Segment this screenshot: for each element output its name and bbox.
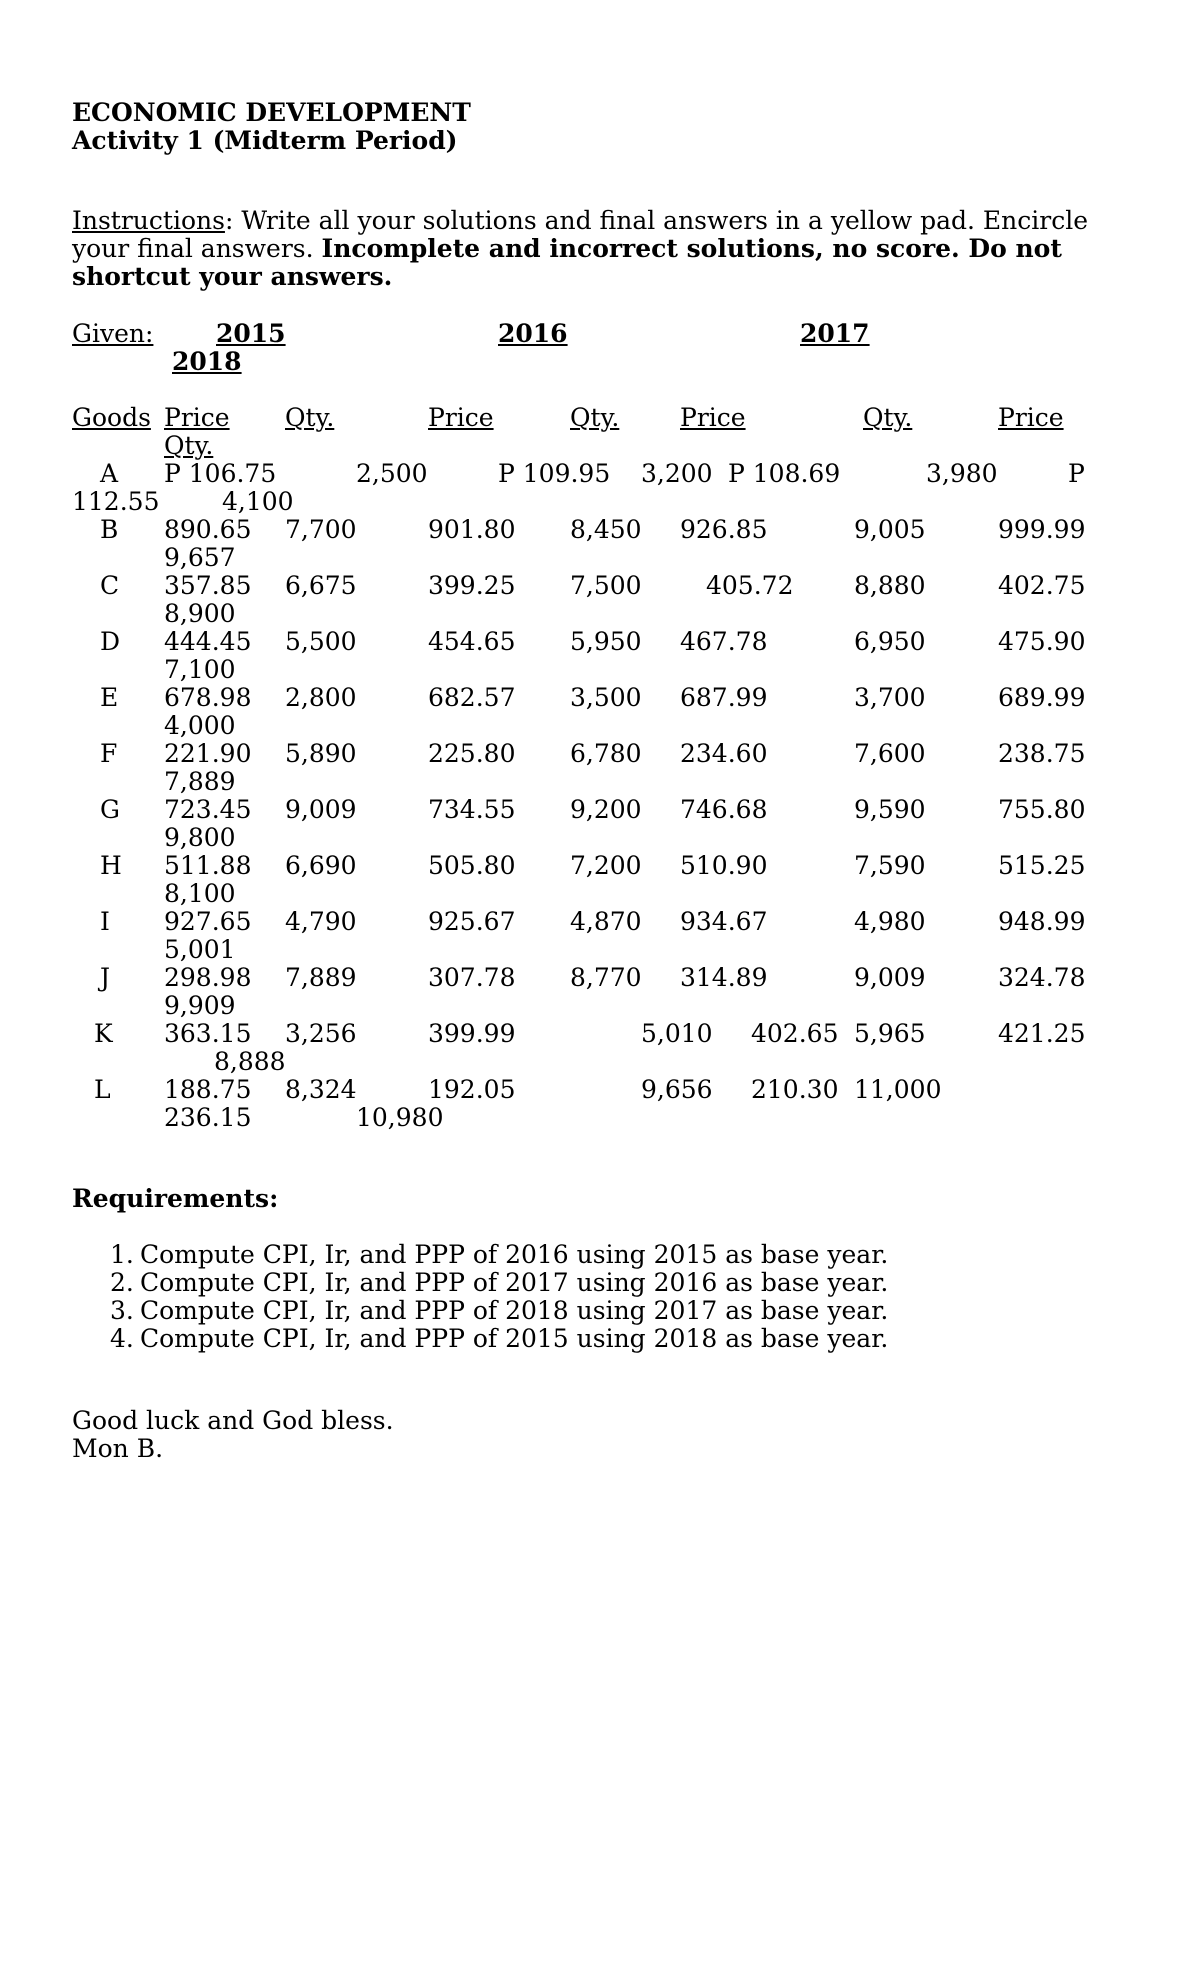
qty-2016: 4,870 — [570, 907, 642, 936]
price-2018: 402.75 — [998, 571, 1086, 600]
qty-2017: 3,980 — [926, 459, 998, 488]
header-qty-2015: Qty. — [285, 403, 335, 432]
good-label: E — [100, 683, 119, 712]
closing-line: Good luck and God bless. — [72, 1406, 394, 1435]
qty-2015: 9,009 — [285, 795, 357, 824]
price-2016: 399.25 — [428, 571, 516, 600]
instructions-label: Instructions — [72, 206, 225, 235]
qty-2016: 8,770 — [570, 963, 642, 992]
list-item: 2. Compute CPI, Ir, and PPP of 2017 using 2016 as base year. — [110, 1268, 889, 1297]
good-label: G — [100, 795, 120, 824]
qty-2015: 4,790 — [285, 907, 357, 936]
price-2018: 999.99 — [998, 515, 1086, 544]
price-2017: 210.30 — [751, 1075, 839, 1104]
qty-2016: 5,950 — [570, 627, 642, 656]
price-2017: 934.67 — [680, 907, 768, 936]
qty-2018: 7,100 — [164, 655, 236, 684]
instructions-paragraph — [72, 207, 1152, 291]
qty-2017: 9,009 — [854, 963, 926, 992]
price-2016: P 109.95 — [498, 459, 611, 488]
qty-2015: 6,690 — [285, 851, 357, 880]
qty-2018: 9,657 — [164, 543, 236, 572]
price-2018: 475.90 — [998, 627, 1086, 656]
good-label: B — [100, 515, 119, 544]
qty-2016: 7,500 — [570, 571, 642, 600]
qty-2016: 5,010 — [641, 1019, 713, 1048]
price-2015: 357.85 — [164, 571, 252, 600]
price-2016: 454.65 — [428, 627, 516, 656]
good-label: A — [100, 459, 119, 488]
price-2018: 238.75 — [998, 739, 1086, 768]
qty-2015: 6,675 — [285, 571, 357, 600]
qty-2015: 8,324 — [285, 1075, 357, 1104]
qty-2017: 4,980 — [854, 907, 926, 936]
header-qty-2018: Qty. — [164, 431, 214, 460]
qty-2016: 6,780 — [570, 739, 642, 768]
price-2017: 402.65 — [751, 1019, 839, 1048]
price-2016: 307.78 — [428, 963, 516, 992]
qty-2017: 9,005 — [854, 515, 926, 544]
year-2017: 2017 — [800, 319, 870, 348]
document-subtitle: Activity 1 (Midterm Period) — [72, 126, 458, 155]
qty-2017: 3,700 — [854, 683, 926, 712]
price-2018: 689.99 — [998, 683, 1086, 712]
header-price-2015: Price — [164, 403, 230, 432]
price-2015: 188.75 — [164, 1075, 252, 1104]
instructions-bold-text: Incomplete and incorrect solutions, no score. Do not shortcut your answers. — [72, 234, 1062, 291]
qty-2015: 7,700 — [285, 515, 357, 544]
price-2017: P 108.69 — [728, 459, 841, 488]
price-2015: 890.65 — [164, 515, 252, 544]
qty-2016: 9,200 — [570, 795, 642, 824]
price-2016: 225.80 — [428, 739, 516, 768]
year-2015: 2015 — [216, 319, 286, 348]
qty-2015: 2,500 — [356, 459, 428, 488]
qty-2017: 7,600 — [854, 739, 926, 768]
price-2018: 324.78 — [998, 963, 1086, 992]
list-item: 4. Compute CPI, Ir, and PPP of 2015 using 2018 as base year. — [110, 1324, 889, 1353]
qty-2017: 5,965 — [854, 1019, 926, 1048]
list-item: 1. Compute CPI, Ir, and PPP of 2016 using 2015 as base year. — [110, 1240, 889, 1269]
qty-2018: 9,909 — [164, 991, 236, 1020]
qty-2016: 7,200 — [570, 851, 642, 880]
price-2016: 901.80 — [428, 515, 516, 544]
qty-2015: 2,800 — [285, 683, 357, 712]
item-text: Compute CPI, Ir, and PPP of 2018 using 2017 as base year. — [140, 1296, 889, 1325]
good-label: H — [100, 851, 122, 880]
requirements-heading: Requirements: — [72, 1184, 279, 1213]
price-2017: 510.90 — [680, 851, 768, 880]
price-2015: 221.90 — [164, 739, 252, 768]
price-2016: 734.55 — [428, 795, 516, 824]
good-label: C — [100, 571, 120, 600]
good-label: J — [100, 963, 111, 992]
price-2018: 515.25 — [998, 851, 1086, 880]
year-2016: 2016 — [498, 319, 568, 348]
qty-2015: 7,889 — [285, 963, 357, 992]
qty-2018: 5,001 — [164, 935, 236, 964]
price-2015: 511.88 — [164, 851, 252, 880]
qty-2016: 8,450 — [570, 515, 642, 544]
good-label: K — [94, 1019, 113, 1048]
price-2016: 192.05 — [428, 1075, 516, 1104]
year-2018: 2018 — [172, 347, 242, 376]
item-text: Compute CPI, Ir, and PPP of 2016 using 2015 as base year. — [140, 1240, 889, 1269]
price-2016: 925.67 — [428, 907, 516, 936]
price-2016: 399.99 — [428, 1019, 516, 1048]
qty-2018: 4,000 — [164, 711, 236, 740]
header-goods: Goods — [72, 403, 151, 432]
price-2015: 298.98 — [164, 963, 252, 992]
good-label: L — [94, 1075, 111, 1104]
header-qty-2017: Qty. — [863, 403, 913, 432]
price-2016: 682.57 — [428, 683, 516, 712]
price-2016: 505.80 — [428, 851, 516, 880]
qty-2017: 6,950 — [854, 627, 926, 656]
signature-line: Mon B. — [72, 1434, 164, 1463]
requirements-list — [72, 1241, 888, 1353]
qty-2016: 3,200 — [641, 459, 713, 488]
qty-2018: 9,800 — [164, 823, 236, 852]
price-2018: 236.15 — [164, 1103, 252, 1132]
qty-2016: 3,500 — [570, 683, 642, 712]
qty-2017: 9,590 — [854, 795, 926, 824]
qty-2016: 9,656 — [641, 1075, 713, 1104]
price-2017: 746.68 — [680, 795, 768, 824]
given-label: Given: — [72, 319, 154, 348]
qty-2018: 7,889 — [164, 767, 236, 796]
instructions-text: Write all your solutions and final answers in a yellow pad. Encircle your final answers. — [72, 206, 1089, 263]
price-2015: P 106.75 — [164, 459, 277, 488]
qty-2018: 8,888 — [214, 1047, 286, 1076]
qty-2018: 4,100 — [222, 487, 294, 516]
good-label: I — [100, 907, 110, 936]
item-text: Compute CPI, Ir, and PPP of 2017 using 2016 as base year. — [140, 1268, 889, 1297]
qty-2015: 3,256 — [285, 1019, 357, 1048]
price-2017: 234.60 — [680, 739, 768, 768]
price-2017: 467.78 — [680, 627, 768, 656]
good-label: D — [100, 627, 121, 656]
price-2018: 948.99 — [998, 907, 1086, 936]
price-2017: 314.89 — [680, 963, 768, 992]
qty-2018: 8,900 — [164, 599, 236, 628]
list-item: 3. Compute CPI, Ir, and PPP of 2018 using 2017 as base year. — [110, 1296, 889, 1325]
price-2018-prefix: P — [1068, 459, 1085, 488]
qty-2015: 5,500 — [285, 627, 357, 656]
qty-2018: 8,100 — [164, 879, 236, 908]
price-2015: 444.45 — [164, 627, 252, 656]
qty-2018: 10,980 — [356, 1103, 444, 1132]
good-label: F — [100, 739, 118, 768]
price-2015: 927.65 — [164, 907, 252, 936]
price-2015: 678.98 — [164, 683, 252, 712]
price-2017: 926.85 — [680, 515, 768, 544]
price-2018: 112.55 — [72, 487, 160, 516]
qty-2017: 8,880 — [854, 571, 926, 600]
price-2017: 687.99 — [680, 683, 768, 712]
qty-2017: 11,000 — [854, 1075, 942, 1104]
qty-2015: 5,890 — [285, 739, 357, 768]
price-2017: 405.72 — [706, 571, 794, 600]
price-2015: 363.15 — [164, 1019, 252, 1048]
header-price-2018: Price — [998, 403, 1064, 432]
price-2015: 723.45 — [164, 795, 252, 824]
item-text: Compute CPI, Ir, and PPP of 2015 using 2018 as base year. — [140, 1324, 889, 1353]
price-2018: 755.80 — [998, 795, 1086, 824]
document-title: ECONOMIC DEVELOPMENT — [72, 98, 471, 127]
instructions-colon: : — [224, 206, 234, 235]
header-price-2017: Price — [680, 403, 746, 432]
header-price-2016: Price — [428, 403, 494, 432]
header-qty-2016: Qty. — [570, 403, 620, 432]
price-2018: 421.25 — [998, 1019, 1086, 1048]
qty-2017: 7,590 — [854, 851, 926, 880]
